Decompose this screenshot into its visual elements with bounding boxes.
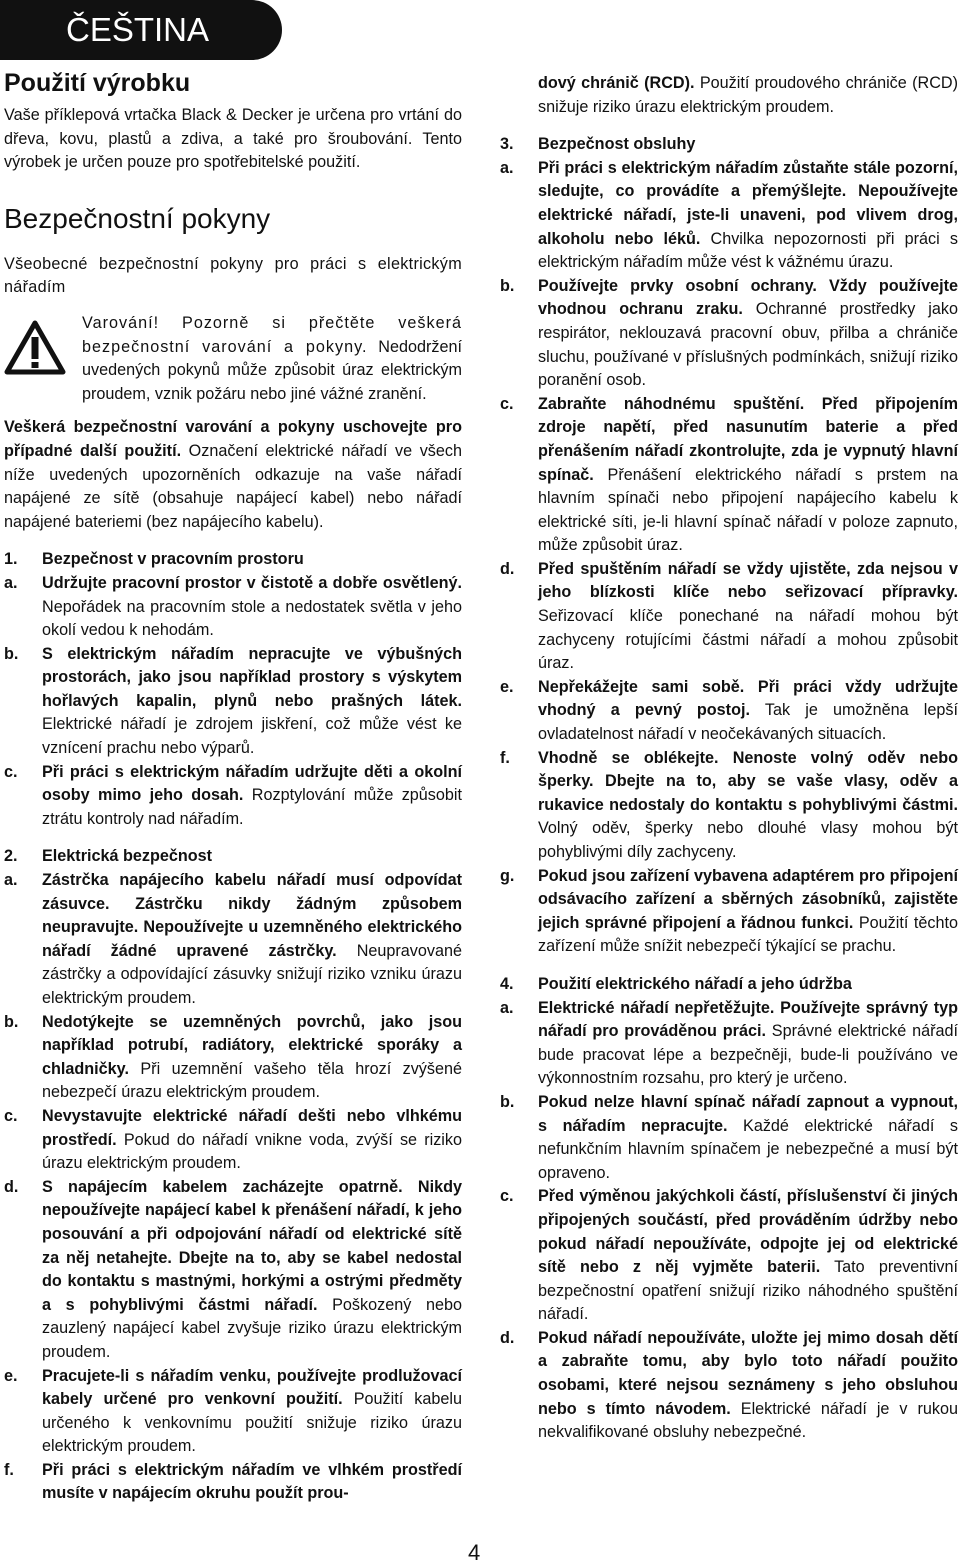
use-text: Vaše příklepová vrtačka Black & Decker je určena pro vrtání do dřeva, kovu, plastů a zdiva, a také pro šroubování. Tento výrobek je určen pouze pro spotřebitelské použití. [4, 106, 462, 172]
item-text: Při práci s elektrickým nářadím zůstaňte stále pozorní, sledujte, co provádíte a přemýšlejte. Nepoužívejte elektrické nářadí, jste-li unaveni, pod vlivem drog, alkoholu nebo léků. Chvilka nepozornosti při práci s elektrickým nářadím může vést k vážnému úrazu. [538, 158, 958, 272]
list-item [500, 676, 958, 747]
warning-text: Varování! Pozorně si přečtěte veškerá bezpečnostní varování a pokyny. Nedodržení uvedených pokynů může způsobit úraz elektrickým proudem, vznik požáru nebo jiné vážné zranění. [82, 313, 462, 403]
item-label: a. [4, 871, 18, 890]
list-item [4, 761, 462, 832]
page-number: 4 [468, 1540, 481, 1565]
section-1-list [4, 572, 462, 832]
item-text: Vhodně se oblékejte. Nenoste volný oděv nebo šperky. Dbejte na to, aby se vaše vlasy, oděv a rukavice nedostaly do kontaktu s pohyblivými částmi. Volný oděv, šperky nebo dlouhé vlasy mohou být pohyblivými díly zachyceny. [538, 748, 958, 861]
item-label: c. [4, 1106, 18, 1125]
item-label: a. [500, 998, 514, 1017]
section-1-heading: 1. Bezpečnost v pracovním prostoru [4, 550, 304, 569]
section-2-heading: 2. Elektrická bezpečnost [4, 847, 213, 866]
item-label: d. [500, 1328, 515, 1347]
item-label: c. [500, 394, 514, 413]
item-text: S elektrickým nářadím nepracujte ve výbušných prostorách, jako jsou například prostory s výskytem hořlavých kapalin, plynů nebo prašných látek. Elektrické nářadí je zdrojem jiskření, což může vést ke vznícení prachu nebo výparů. [42, 644, 462, 758]
safety-title: Bezpečnostní pokyny [4, 202, 271, 234]
item-label: b. [500, 1092, 515, 1111]
list-item [4, 643, 462, 761]
item-text: Před spuštěním nářadí se vždy ujistěte, zda nejsou v jeho blízkosti klíče nebo seřizovací přípravky. Seřizovací klíče ponechané na nářadí mohou být zachyceny rotujícími částmi nářadí a mohou způsobit úraz. [538, 559, 958, 673]
item-text: Před výměnou jakýchkoli částí, příslušenství či jiných připojených součástí, před prováděním údržby nebo pokud nářadí nepoužíváte, odpojte jej od elektrické sítě nebo z něj vyjměte baterii. Tato preventivní bezpečnostní opatření snižují riziko náhodného spuštění nářadí. [538, 1187, 959, 1324]
item-label: a. [500, 158, 514, 177]
left-column [4, 68, 462, 1506]
warning-block [4, 312, 462, 406]
list-item [4, 1176, 462, 1365]
warning-triangle-icon [4, 312, 82, 406]
section-4-heading: 4. Použití elektrického nářadí a jeho údržba [500, 974, 852, 993]
item-text: Elektrické nářadí nepřetěžujte. Používejte správný typ nářadí pro prováděnou práci. Správné elektrické nářadí bude pracovat lépe a bezpečněji, bude-li používáno ve výkonnostním rozsahu, pro který je určeno. [538, 998, 958, 1088]
keep-instructions: Veškerá bezpečnostní varování a pokyny uschovejte pro případné další použití. Označení elektrické nářadí ve všech níže uvedených upozorněních odkazuje na vaše nářadí napájené ze sítě (obsahuje napájecí kabel) nebo nářadí napájené bateriemi (bez napájecího kabelu). [4, 418, 462, 531]
item-label: f. [500, 748, 510, 767]
list-item [500, 1327, 958, 1445]
item-text: Pokud nelze hlavní spínač nářadí zapnout a vypnout, s nářadím nepracujte. Každé elektrické nářadí s nefunkčním hlavním spínačem je nebezpečné a musí být opraveno. [538, 1092, 958, 1182]
item-text: Pokud jsou zařízení vybavena adaptérem pro připojení odsávacího zařízení a sběrných zásobníků, zajistěte jejich správné připojení a řádnou funkci. Použití těchto zařízení může snížit nebezpečí týkající se prachu. [538, 866, 958, 956]
item-label: a. [4, 573, 18, 592]
item-label: e. [4, 1366, 18, 1385]
list-item [4, 1011, 462, 1105]
item-text: Nevystavujte elektrické nářadí dešti nebo vlhkému prostředí. Pokud do nářadí vnikne voda, zvýší se riziko úrazu elektrickým proudem. [42, 1106, 462, 1173]
item-text: Zástrčka napájecího kabelu nářadí musí odpovídat zásuvce. Zástrčku nikdy žádným způsobem neupravujte. Nepoužívejte u uzemněného elektrického nářadí žádné upravené zástrčky. Neupravované zástrčky a odpovídající zásuvky snižují riziko vzniku úrazu elektrickým proudem. [42, 871, 462, 1007]
item-text: Nedotýkejte se uzemněných povrchů, jako jsou například potrubí, radiátory, elektrické sporáky a chladničky. Při uzemnění vašeho těla hrozí zvýšené nebezpečí úrazu elektrickým proudem. [42, 1012, 462, 1102]
continued-item: dový chránič (RCD). Použití proudového chrániče (RCD) snižuje riziko úrazu elektrickým proudem. [538, 74, 958, 116]
list-item [4, 1365, 462, 1459]
item-label: b. [4, 644, 19, 663]
list-item [4, 572, 462, 643]
item-text: Při práci s elektrickým nářadím udržujte děti a okolní osoby mimo jeho dosah. Rozptylování může způsobit ztrátu kontroly nad nářadím. [42, 762, 462, 828]
item-text: Pokud nářadí nepoužíváte, uložte jej mimo dosah dětí a zabraňte tomu, aby bylo toto nářadí použito osobami, které nejsou seznámeny s jeho obsluhou nebo s tímto návodem. Elektrické nářadí je v rukou nekvalifikované obsluhy nebezpečné. [538, 1328, 958, 1442]
item-label: g. [500, 866, 515, 885]
section-3-list [500, 157, 958, 959]
item-label: b. [500, 276, 515, 295]
item-text: S napájecím kabelem zacházejte opatrně. Nikdy nepoužívejte napájecí kabel k přenášení nářadí, k jeho posouvání a při odpojování nářadí od elektrické sítě za něj netahejte. Dbejte na to, aby se kabel nedostal do kontaktu s mastnými, horkými a ostrými předměty a s pohyblivými částmi nářadí. Poškozený nebo zauzlený napájecí kabel zvyšuje riziko úrazu elektrickým proudem. [42, 1177, 462, 1361]
list-item [500, 865, 958, 959]
list-item [500, 1091, 958, 1185]
section-3-heading: 3. Bezpečnost obsluhy [500, 135, 696, 154]
item-text: Udržujte pracovní prostor v čistotě a dobře osvětlený. Nepořádek na pracovním stole a nedostatek světla v jeho okolí vedou k nehodám. [42, 573, 462, 640]
list-item [4, 1105, 462, 1176]
list-item [500, 157, 958, 275]
item-label: b. [4, 1012, 19, 1031]
item-label: f. [4, 1460, 14, 1479]
item-label: d. [4, 1177, 19, 1196]
item-text: Zabraňte náhodnému spuštění. Před připojením zdroje napětí, před nasunutím baterie a před přenášením nářadí zkontrolujte, zda je vypnutý hlavní spínač. Přenášení elektrického nářadí s prstem na hlavním spínači nebo připojení napájecího kabelu k elektrické síti, je-li hlavní spínač nářadí v poloze zapnuto, může způsobit úraz. [538, 394, 958, 555]
general-subtitle: Všeobecné bezpečnostní pokyny pro práci s elektrickým nářadím [4, 254, 462, 297]
use-title: Použití výrobku [4, 69, 191, 97]
item-text: Používejte prvky osobní ochrany. Vždy používejte vhodnou ochranu zraku. Ochranné prostředky jako respirátor, neklouzavá pracovní obuv, přilba a chrániče sluchu, používané v příslušných podmínkách, snižují riziko poranění osob. [538, 276, 958, 390]
list-item [500, 393, 958, 558]
list-item [500, 747, 958, 865]
section-2-list [4, 869, 462, 1506]
right-column [500, 72, 958, 1445]
item-text: Nepřekážejte sami sobě. Při práci vždy udržujte vhodný a pevný postoj. Tak je umožněna lepší ovladatelnost nářadí v neočekávaných situacích. [538, 677, 958, 744]
language-tab: ČEŠTINA [0, 0, 282, 60]
item-label: e. [500, 677, 514, 696]
section-4-list [500, 997, 958, 1445]
item-label: d. [500, 559, 515, 578]
list-item [500, 1185, 958, 1327]
list-item [500, 275, 958, 393]
list-item [500, 997, 958, 1091]
list-item [500, 558, 958, 676]
item-text: Pracujete-li s nářadím venku, používejte prodlužovací kabely určené pro venkovní použití. Použití kabelu určeného k venkovnímu použití snižuje riziko úrazu elektrickým proudem. [42, 1366, 463, 1456]
item-label: c. [500, 1187, 514, 1206]
list-item [4, 1459, 462, 1506]
list-item [4, 869, 462, 1011]
item-text: Při práci s elektrickým nářadím ve vlhkém prostředí musíte v napájecím okruhu použít prou- [42, 1460, 462, 1503]
item-label: c. [4, 762, 18, 781]
